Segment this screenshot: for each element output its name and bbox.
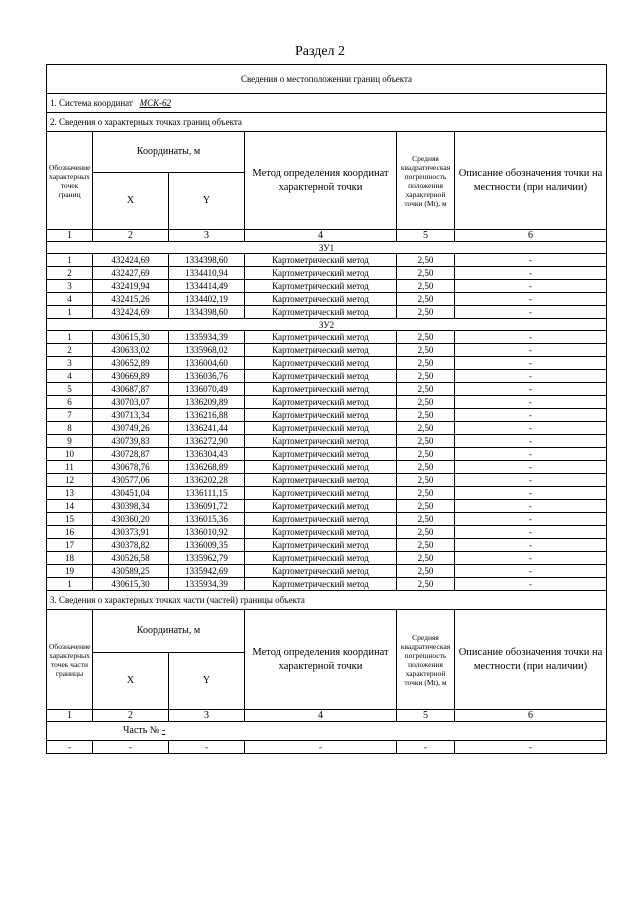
table-row <box>47 357 607 370</box>
table-cell: 1336209,89 <box>169 396 245 409</box>
table-cell: 1336015,36 <box>169 513 245 526</box>
table-cell: Картометрический метод <box>245 422 397 435</box>
table-cell: 9 <box>47 435 93 448</box>
table-cell: 2,50 <box>397 267 455 280</box>
table-cell: 430373,91 <box>93 526 169 539</box>
table-cell: 3 <box>47 280 93 293</box>
table-cell: Картометрический метод <box>245 513 397 526</box>
table-cell: 430615,30 <box>93 331 169 344</box>
table-cell: 1 <box>47 331 93 344</box>
table-cell: 430713,34 <box>93 409 169 422</box>
table-cell: Картометрический метод <box>245 552 397 565</box>
table-cell: Картометрический метод <box>245 280 397 293</box>
table-cell: 2 <box>47 267 93 280</box>
table-cell: - <box>455 526 607 539</box>
group-label-row <box>47 242 607 254</box>
col-number: 1 <box>47 710 93 722</box>
col-number: 1 <box>47 230 93 242</box>
table-cell: 2,50 <box>397 487 455 500</box>
section3-row <box>47 591 607 610</box>
table-cell: 1334398,60 <box>169 254 245 267</box>
header3-method: Метод определения координат характерной точки <box>245 610 397 710</box>
table-cell: 8 <box>47 422 93 435</box>
table-cell: 430378,82 <box>93 539 169 552</box>
table-cell: 430360,20 <box>93 513 169 526</box>
page-title: Раздел 2 <box>294 44 346 59</box>
table-cell: 2,50 <box>397 461 455 474</box>
header2-coords: Координаты, м <box>93 132 245 173</box>
coord-system-cell <box>47 94 607 113</box>
table-cell: Картометрический метод <box>245 267 397 280</box>
table-cell: 2,50 <box>397 565 455 578</box>
table-row <box>47 370 607 383</box>
part-label-cell <box>47 722 607 741</box>
table-cell: 3 <box>47 357 93 370</box>
table-row <box>47 422 607 435</box>
group-label: ЗУ1 <box>47 242 607 254</box>
col-number: 2 <box>93 710 169 722</box>
table-cell: 1336004,60 <box>169 357 245 370</box>
header2-row-1 <box>47 132 607 173</box>
table-cell: 1 <box>47 578 93 591</box>
header3-coords: Координаты, м <box>93 610 245 653</box>
header3-row-1 <box>47 610 607 653</box>
table-cell: 6 <box>47 396 93 409</box>
table-cell: 2,50 <box>397 306 455 319</box>
table-cell: 1334398,60 <box>169 306 245 319</box>
table-cell: 12 <box>47 474 93 487</box>
table-cell: Картометрический метод <box>245 331 397 344</box>
table-row <box>47 448 607 461</box>
table-cell: 430577,06 <box>93 474 169 487</box>
table-cell: 19 <box>47 565 93 578</box>
part-data-row <box>47 741 607 754</box>
table-cell: Картометрический метод <box>245 344 397 357</box>
table-cell: 430703,07 <box>93 396 169 409</box>
col-number: 5 <box>397 710 455 722</box>
table-cell: - <box>455 565 607 578</box>
header3-description: Описание обозначения точки на местности (при наличии) <box>455 610 607 710</box>
table-cell: 430739,83 <box>93 435 169 448</box>
col-number: 6 <box>455 710 607 722</box>
col-number: 2 <box>93 230 169 242</box>
table-cell: 430678,76 <box>93 461 169 474</box>
table-cell: - <box>455 448 607 461</box>
section-title: Сведения о местоположении границ объекта <box>47 65 607 94</box>
part-cell: - <box>245 741 397 754</box>
table-cell: 2,50 <box>397 422 455 435</box>
header2-x: X <box>93 173 169 230</box>
table-row <box>47 409 607 422</box>
table-cell: 2,50 <box>397 539 455 552</box>
header3-error: Средняя квадратическая погрешность положения характерной точки (Mt), м <box>397 610 455 710</box>
table-cell: 1335942,69 <box>169 565 245 578</box>
table-cell: 2,50 <box>397 552 455 565</box>
table-row <box>47 383 607 396</box>
table-row <box>47 254 607 267</box>
table-cell: - <box>455 552 607 565</box>
table-cell: 430652,89 <box>93 357 169 370</box>
table-cell: Картометрический метод <box>245 254 397 267</box>
col-number: 3 <box>169 230 245 242</box>
coord-system-value: МСК-62 <box>139 98 172 108</box>
table-row <box>47 461 607 474</box>
section2-label: 2. Сведения о характерных точках границ объекта <box>47 113 607 132</box>
table-cell: 1336009,35 <box>169 539 245 552</box>
table-cell: 430749,26 <box>93 422 169 435</box>
table-cell: 1336272,90 <box>169 435 245 448</box>
table-cell: 10 <box>47 448 93 461</box>
table-cell: - <box>455 331 607 344</box>
header3-point-desig: Обозначение характерных точек части границы <box>47 610 93 710</box>
table-cell: - <box>455 422 607 435</box>
table-cell: 1 <box>47 306 93 319</box>
table-cell: 2,50 <box>397 474 455 487</box>
table-cell: 1336268,89 <box>169 461 245 474</box>
part-cell: - <box>169 741 245 754</box>
table-cell: 1334414,49 <box>169 280 245 293</box>
table-cell: 430398,34 <box>93 500 169 513</box>
table-cell: 430728,87 <box>93 448 169 461</box>
table-cell: Картометрический метод <box>245 578 397 591</box>
table-cell: Картометрический метод <box>245 539 397 552</box>
table-cell: - <box>455 267 607 280</box>
part-cell: - <box>455 741 607 754</box>
table-cell: 2,50 <box>397 280 455 293</box>
table-cell: - <box>455 461 607 474</box>
table-row <box>47 578 607 591</box>
table-cell: 2,50 <box>397 409 455 422</box>
table-cell: 430526,58 <box>93 552 169 565</box>
table-cell: 1334402,19 <box>169 293 245 306</box>
table-row <box>47 331 607 344</box>
table-cell: 2,50 <box>397 383 455 396</box>
table-cell: 432424,69 <box>93 306 169 319</box>
table-cell: 1335962,79 <box>169 552 245 565</box>
table-cell: 1 <box>47 254 93 267</box>
part-label: Часть № <box>123 725 160 736</box>
table-cell: 1336241,44 <box>169 422 245 435</box>
section3-label: 3. Сведения о характерных точках части (частей) границы объекта <box>47 591 607 610</box>
table-row <box>47 552 607 565</box>
table-cell: - <box>455 383 607 396</box>
table-cell: 2,50 <box>397 331 455 344</box>
table-cell: - <box>455 409 607 422</box>
header3-x: X <box>93 653 169 710</box>
table-cell: Картометрический метод <box>245 409 397 422</box>
table-row <box>47 474 607 487</box>
table-cell: 5 <box>47 383 93 396</box>
col-numbers-row <box>47 230 607 242</box>
table-cell: 2,50 <box>397 254 455 267</box>
table-cell: - <box>455 344 607 357</box>
boundary-table-body <box>47 65 607 754</box>
col-number: 6 <box>455 230 607 242</box>
table-cell: 14 <box>47 500 93 513</box>
table-cell: 7 <box>47 409 93 422</box>
table-cell: 11 <box>47 461 93 474</box>
table-cell: 2 <box>47 344 93 357</box>
table-cell: 1336010,92 <box>169 526 245 539</box>
part-cell: - <box>397 741 455 754</box>
table-cell: 2,50 <box>397 435 455 448</box>
table-row <box>47 293 607 306</box>
table-cell: Картометрический метод <box>245 383 397 396</box>
table-row <box>47 539 607 552</box>
boundary-table <box>46 64 607 754</box>
table-row <box>47 267 607 280</box>
table-cell: - <box>455 500 607 513</box>
table-row <box>47 526 607 539</box>
table-cell: - <box>455 254 607 267</box>
table-cell: Картометрический метод <box>245 396 397 409</box>
table-cell: 2,50 <box>397 578 455 591</box>
col-number: 5 <box>397 230 455 242</box>
section2-row <box>47 113 607 132</box>
table-cell: 432419,94 <box>93 280 169 293</box>
table-cell: - <box>455 293 607 306</box>
table-cell: 430451,04 <box>93 487 169 500</box>
table-cell: - <box>455 578 607 591</box>
table-cell: Картометрический метод <box>245 487 397 500</box>
table-cell: 1336304,43 <box>169 448 245 461</box>
table-cell: 1336202,28 <box>169 474 245 487</box>
part-cell: - <box>93 741 169 754</box>
table-cell: 2,50 <box>397 396 455 409</box>
header3-y: Y <box>169 653 245 710</box>
table-cell: 4 <box>47 293 93 306</box>
col-number: 4 <box>245 230 397 242</box>
header2-y: Y <box>169 173 245 230</box>
table-cell: 15 <box>47 513 93 526</box>
table-cell: Картометрический метод <box>245 370 397 383</box>
col-number: 4 <box>245 710 397 722</box>
table-cell: 1336091,72 <box>169 500 245 513</box>
table-cell: 4 <box>47 370 93 383</box>
table-cell: 13 <box>47 487 93 500</box>
table-cell: 17 <box>47 539 93 552</box>
table-cell: Картометрический метод <box>245 461 397 474</box>
table-cell: - <box>455 280 607 293</box>
table-row <box>47 280 607 293</box>
table-cell: - <box>455 370 607 383</box>
col-number: 3 <box>169 710 245 722</box>
table-cell: 1336111,15 <box>169 487 245 500</box>
coord-system-row <box>47 94 607 113</box>
table-cell: - <box>455 474 607 487</box>
table-cell: 2,50 <box>397 513 455 526</box>
table-cell: - <box>455 513 607 526</box>
header2-point-desig: Обозначение характерных точек границ <box>47 132 93 230</box>
table-cell: 432427,69 <box>93 267 169 280</box>
table-cell: 18 <box>47 552 93 565</box>
header2-description: Описание обозначения точки на местности (при наличии) <box>455 132 607 230</box>
table-cell: 2,50 <box>397 500 455 513</box>
table-cell: 432415,26 <box>93 293 169 306</box>
table-cell: Картометрический метод <box>245 357 397 370</box>
table-cell: 432424,69 <box>93 254 169 267</box>
header2-method: Метод определения координат характерной точки <box>245 132 397 230</box>
table-cell: 430633,02 <box>93 344 169 357</box>
table-cell: 2,50 <box>397 344 455 357</box>
table-cell: 2,50 <box>397 293 455 306</box>
section-title-row <box>47 65 607 94</box>
table-cell: 2,50 <box>397 370 455 383</box>
coord-system-label: 1. Система координат <box>50 98 133 108</box>
table-row <box>47 396 607 409</box>
group-label: ЗУ2 <box>47 319 607 331</box>
table-cell: 2,50 <box>397 448 455 461</box>
table-cell: - <box>455 396 607 409</box>
table-cell: 1334410,94 <box>169 267 245 280</box>
col-numbers-row-3 <box>47 710 607 722</box>
part-label-row <box>47 722 607 741</box>
table-row <box>47 306 607 319</box>
table-cell: 430669,89 <box>93 370 169 383</box>
part-cell: - <box>47 741 93 754</box>
table-cell: 2,50 <box>397 357 455 370</box>
table-cell: 1335934,39 <box>169 578 245 591</box>
part-value: - <box>161 725 166 736</box>
table-cell: Картометрический метод <box>245 448 397 461</box>
header2-error: Средняя квадратическая погрешность положения характерной точки (Mt), м <box>397 132 455 230</box>
table-cell: 1335968,02 <box>169 344 245 357</box>
table-row <box>47 513 607 526</box>
table-row <box>47 435 607 448</box>
table-cell: 1336216,88 <box>169 409 245 422</box>
table-cell: 430615,30 <box>93 578 169 591</box>
group-label-row <box>47 319 607 331</box>
table-cell: 16 <box>47 526 93 539</box>
table-row <box>47 565 607 578</box>
table-cell: Картометрический метод <box>245 306 397 319</box>
table-cell: - <box>455 357 607 370</box>
table-cell: - <box>455 435 607 448</box>
table-row <box>47 500 607 513</box>
table-cell: Картометрический метод <box>245 293 397 306</box>
table-cell: 2,50 <box>397 526 455 539</box>
table-row <box>47 344 607 357</box>
table-cell: - <box>455 487 607 500</box>
table-cell: 1336036,76 <box>169 370 245 383</box>
table-cell: 1335934,39 <box>169 331 245 344</box>
table-cell: Картометрический метод <box>245 500 397 513</box>
table-cell: Картометрический метод <box>245 565 397 578</box>
table-cell: Картометрический метод <box>245 526 397 539</box>
table-cell: Картометрический метод <box>245 435 397 448</box>
table-cell: - <box>455 539 607 552</box>
table-cell: 430589,25 <box>93 565 169 578</box>
table-row <box>47 487 607 500</box>
table-cell: Картометрический метод <box>245 474 397 487</box>
table-cell: 1336070,49 <box>169 383 245 396</box>
table-cell: - <box>455 306 607 319</box>
table-cell: 430687,87 <box>93 383 169 396</box>
